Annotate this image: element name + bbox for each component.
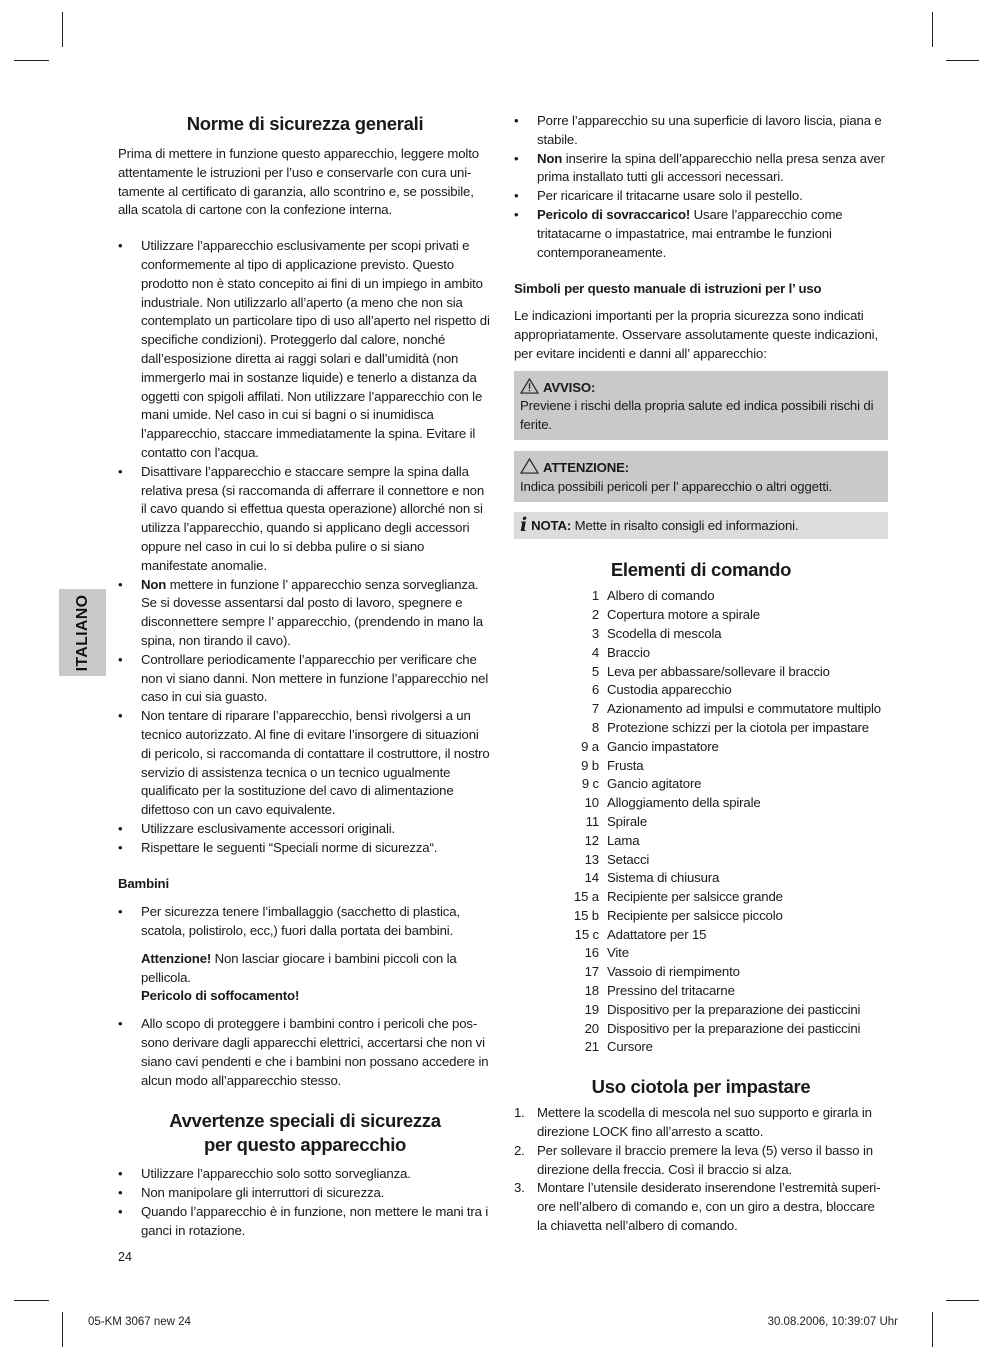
symbols-heading: Simboli per questo manuale di istruzioni per l’ uso: [514, 281, 822, 297]
element-label: Leva per abbassare/sollevare il braccio: [607, 663, 830, 679]
element-number: 15 a: [573, 889, 599, 905]
suffocation-warning: Pericolo di soffocamento!: [141, 988, 300, 1004]
element-number: 10: [584, 795, 599, 811]
element-label: Vassoio di riempimento: [607, 964, 740, 980]
elements-table: [569, 587, 881, 1057]
bowl-title: Uso ciotola per impastare: [591, 1076, 811, 1098]
element-label: Custodia apparecchio: [607, 682, 732, 698]
warning-triangle-icon: [520, 378, 539, 394]
element-row: [569, 587, 881, 606]
element-number: 15 b: [573, 907, 599, 923]
list-item: • Allo scopo di proteggere i bambini contro i pericoli che possono derivare dagli apparecchi elettrici, accertarsi che non vi siano cavi pendenti e che i bambini non possano accedere in alcun modo all’apparecchio stesso.: [118, 1015, 492, 1090]
element-row: [569, 719, 881, 738]
children-list-1: [118, 903, 492, 941]
element-label: Lama: [607, 832, 640, 848]
element-row: [569, 851, 881, 870]
avviso-box: AVVISO: Previene i rischi della propria salute ed indica possibili rischi di ferite.: [514, 371, 888, 440]
caution-triangle-icon: [520, 458, 539, 474]
element-number: 7: [591, 701, 599, 717]
element-label: Vite: [607, 945, 629, 961]
element-number: 21: [584, 1039, 599, 1055]
element-label: Recipiente per salsicce grande: [607, 889, 783, 905]
symbols-intro: Le indicazioni importanti per la propria sicurezza sono indicati appropriatamente. Osservare assolutamente queste indicazioni, per evitare incidenti e danni all’ apparecchio:: [514, 308, 878, 361]
element-label: Azionamento ad impulsi e commutatore multiplo: [607, 701, 881, 717]
element-number: 8: [591, 719, 599, 735]
element-number: 13: [584, 851, 599, 867]
crop-mark: [62, 1312, 63, 1347]
element-row: [569, 1038, 881, 1057]
list-item: • Disattivare l’apparecchio e staccare sempre la spina dalla relativa presa (si raccomanda di afferrare il connettore e non il cavo quando si effettua questa operazione) allorché non si utilizza l’apparecchio, quando si applicano degli accessori oppure nel caso in cui lo si debba pulire o si siano manifestate anomalie.: [118, 463, 492, 576]
element-label: Pressino del tritacarne: [607, 983, 735, 999]
element-label: Spirale: [607, 813, 647, 829]
element-row: [569, 813, 881, 832]
element-label: Frusta: [607, 757, 644, 773]
step-item: [514, 1104, 888, 1142]
element-number: 9 a: [581, 738, 599, 754]
elements-title: Elementi di comando: [610, 559, 792, 581]
element-row: [569, 700, 881, 719]
step-text: Per sollevare il braccio premere la leva (5) verso il basso in direzione della freccia. Così il braccio si alza.: [537, 1142, 873, 1177]
step-number: 1.: [514, 1105, 525, 1121]
crop-mark: [932, 1312, 933, 1347]
language-tab: [59, 589, 106, 676]
bowl-steps-list: [514, 1104, 888, 1236]
list-item: • Non mettere in funzione l’ apparecchio senza sorveglianza. Se si dovesse assentarsi dal posto di lavoro, spegnere e disconnettere sempre l’ apparecchio, (prendendo in mano la spina, non tirando il cavo).: [118, 576, 492, 651]
element-number: 15 c: [574, 926, 599, 942]
crop-mark: [946, 60, 979, 61]
element-number: 9 c: [581, 776, 599, 792]
element-number: 4: [591, 644, 599, 660]
page-number: 24: [118, 1250, 132, 1264]
element-number: 20: [584, 1020, 599, 1036]
element-row: [569, 907, 881, 926]
element-label: Sistema di chiusura: [607, 870, 720, 886]
element-label: Dispositivo per la preparazione dei pasticcini: [607, 1020, 861, 1036]
list-item: • Porre l’apparecchio su una superficie di lavoro liscia, piana e stabile.: [514, 112, 888, 150]
list-item: • Utilizzare l’apparecchio solo sotto sorveglianza.: [118, 1165, 492, 1184]
element-number: 18: [584, 983, 599, 999]
element-number: 16: [584, 945, 599, 961]
intro-paragraph: Prima di mettere in funzione questo apparecchio, leggere molto attentamente le istruzioni per l’uso e conservarle con cura unitamente al certificato di garanzia, allo scontrino e, se possibile, alla scatola di cartone con la confezione interna.: [118, 146, 479, 218]
special-safety-title: Avvertenze speciali di sicurezza per questo apparecchio: [169, 1110, 441, 1156]
list-item: • Non inserire la spina dell’apparecchio nella presa senza aver prima installato tutti gli accessori necessari.: [514, 150, 888, 188]
element-number: 9 b: [581, 757, 599, 773]
list-item: • Per ricaricare il tritacarne usare solo il pestello.: [514, 187, 888, 206]
element-label: Scodella di mescola: [607, 625, 722, 641]
list-item: • Rispettare le seguenti “Speciali norme di sicurezza“.: [118, 839, 492, 858]
step-text: Mettere la scodella di mescola nel suo supporto e girarla in direzione LOCK fino all’arresto a scatto.: [537, 1105, 872, 1140]
element-row: [569, 926, 881, 945]
list-item: • Non tentare di riparare l’apparecchio, bensì rivolgersi a un tecnico autorizzato. Al fine di evitare l’insorgere di situazioni di pericolo, si raccomanda di contattare il costruttore, il nostro servizio di assistenza tecnica o un tecnico ugualmente qualificato per la sostituzione del cavo di alimentazione difettoso con un cavo equivalente.: [118, 707, 492, 820]
element-row: [569, 982, 881, 1001]
element-row: [569, 832, 881, 851]
info-icon: i: [520, 513, 528, 536]
element-row: [569, 644, 881, 663]
element-number: 19: [584, 1001, 599, 1017]
list-item: • Quando l’apparecchio è in funzione, non mettere le mani tra i ganci in rotazione.: [118, 1203, 492, 1241]
attention-note: Attenzione! Non lasciar giocare i bambini piccoli con la pellicola. Pericolo di soffocamento!: [141, 950, 457, 1004]
element-row: [569, 606, 881, 625]
step-number: 2.: [514, 1142, 525, 1158]
left-column: [118, 112, 492, 1241]
footer-left: 05-KM 3067 new 24: [88, 1316, 191, 1328]
children-list-2: [118, 1015, 492, 1090]
list-item: • Pericolo di sovraccarico! Usare l’apparecchio come tritatacarne o impastatrice, mai entrambe le funzioni contemporaneamente.: [514, 206, 888, 262]
element-number: 6: [591, 682, 599, 698]
crop-mark: [946, 1300, 979, 1301]
step-text: Montare l’utensile desiderato inserendone l’estremità superiore nell’albero di comando e, con un giro a destra, bloccare la chiavetta nell’albero di comando.: [537, 1180, 881, 1234]
element-number: 1: [591, 588, 599, 604]
element-label: Cursore: [607, 1039, 653, 1055]
list-item: • Utilizzare l’apparecchio esclusivamente per scopi privati e conformemente al tipo di applicazione previsto. Questo prodotto non è stato concepito ai fini di un impiego in ambito industriale. Non utilizzarlo all’aperto (a meno che non sia contemplato un particolare tipo di uso all’aperto nel rispetto di specifiche condizioni). Proteggerlo dal calore, nonché dall’esposizione diretta ai raggi solari e dall’umidità (non immergerlo mai in sostanze liquide) e tenerlo a distanza da oggetti con spigoli affilati. Non utilizzare l’apparecchio con le mani umide. Nel caso in cui si bagni o si inumidisca l’apparecchio, staccare immediatamente la spina. Evitare il contatto con l’acqua.: [118, 237, 492, 463]
element-number: 17: [584, 964, 599, 980]
language-tab-label: ITALIANO: [73, 594, 91, 671]
step-item: [514, 1179, 888, 1235]
element-label: Copertura motore a spirale: [607, 607, 760, 623]
element-label: Setacci: [607, 851, 650, 867]
element-label: Adattatore per 15: [607, 926, 707, 942]
element-number: 5: [591, 663, 599, 679]
general-safety-list: [118, 237, 492, 857]
element-row: [569, 775, 881, 794]
step-item: [514, 1142, 888, 1180]
right-column: [514, 112, 888, 1236]
element-row: [569, 944, 881, 963]
list-item: • Non manipolare gli interruttori di sicurezza.: [118, 1184, 492, 1203]
crop-mark: [932, 12, 933, 47]
step-number: 3.: [514, 1180, 525, 1196]
element-label: Gancio agitatore: [607, 776, 702, 792]
right-safety-list: [514, 112, 888, 262]
element-label: Alloggiamento della spirale: [607, 795, 761, 811]
element-label: Recipiente per salsicce piccolo: [607, 907, 783, 923]
element-number: 3: [591, 625, 599, 641]
list-item: • Per sicurezza tenere l’imballaggio (sacchetto di plastica, scatola, polistirolo, ecc,) fuori dalla portata dei bambini.: [118, 903, 492, 941]
crop-mark: [14, 60, 49, 61]
element-row: [569, 869, 881, 888]
list-item: • Controllare periodicamente l’apparecchio per verificare che non vi siano danni. Non mettere in funzione l’apparecchio nel caso in cui sia guasto.: [118, 651, 492, 707]
list-item: • Utilizzare esclusivamente accessori originali.: [118, 820, 492, 839]
element-number: 14: [584, 870, 599, 886]
special-safety-list: [118, 1165, 492, 1240]
element-row: [569, 663, 881, 682]
element-number: 12: [584, 832, 599, 848]
element-row: [569, 1020, 881, 1039]
element-row: [569, 625, 881, 644]
crop-mark: [14, 1300, 49, 1301]
element-number: 2: [591, 607, 599, 623]
general-safety-title: Norme di sicurezza generali: [186, 113, 424, 134]
element-row: [569, 963, 881, 982]
element-label: Braccio: [607, 644, 650, 660]
element-number: 11: [585, 813, 599, 829]
element-row: [569, 681, 881, 700]
element-label: Protezione schizzi per la ciotola per impastare: [607, 719, 869, 735]
element-row: [569, 888, 881, 907]
nota-box: i NOTA: Mette in risalto consigli ed informazioni.: [514, 512, 888, 540]
attenzione-box: ATTENZIONE: Indica possibili pericoli per l’ apparecchio o altri oggetti.: [514, 451, 888, 502]
footer-right: 30.08.2006, 10:39:07 Uhr: [767, 1316, 898, 1328]
crop-mark: [62, 12, 63, 47]
element-row: [569, 794, 881, 813]
element-row: [569, 1001, 881, 1020]
element-row: [569, 738, 881, 757]
children-heading: Bambini: [118, 876, 169, 892]
element-label: Gancio impastatore: [607, 738, 719, 754]
element-label: Dispositivo per la preparazione dei pasticcini: [607, 1001, 861, 1017]
element-label: Albero di comando: [607, 588, 715, 604]
element-row: [569, 757, 881, 776]
